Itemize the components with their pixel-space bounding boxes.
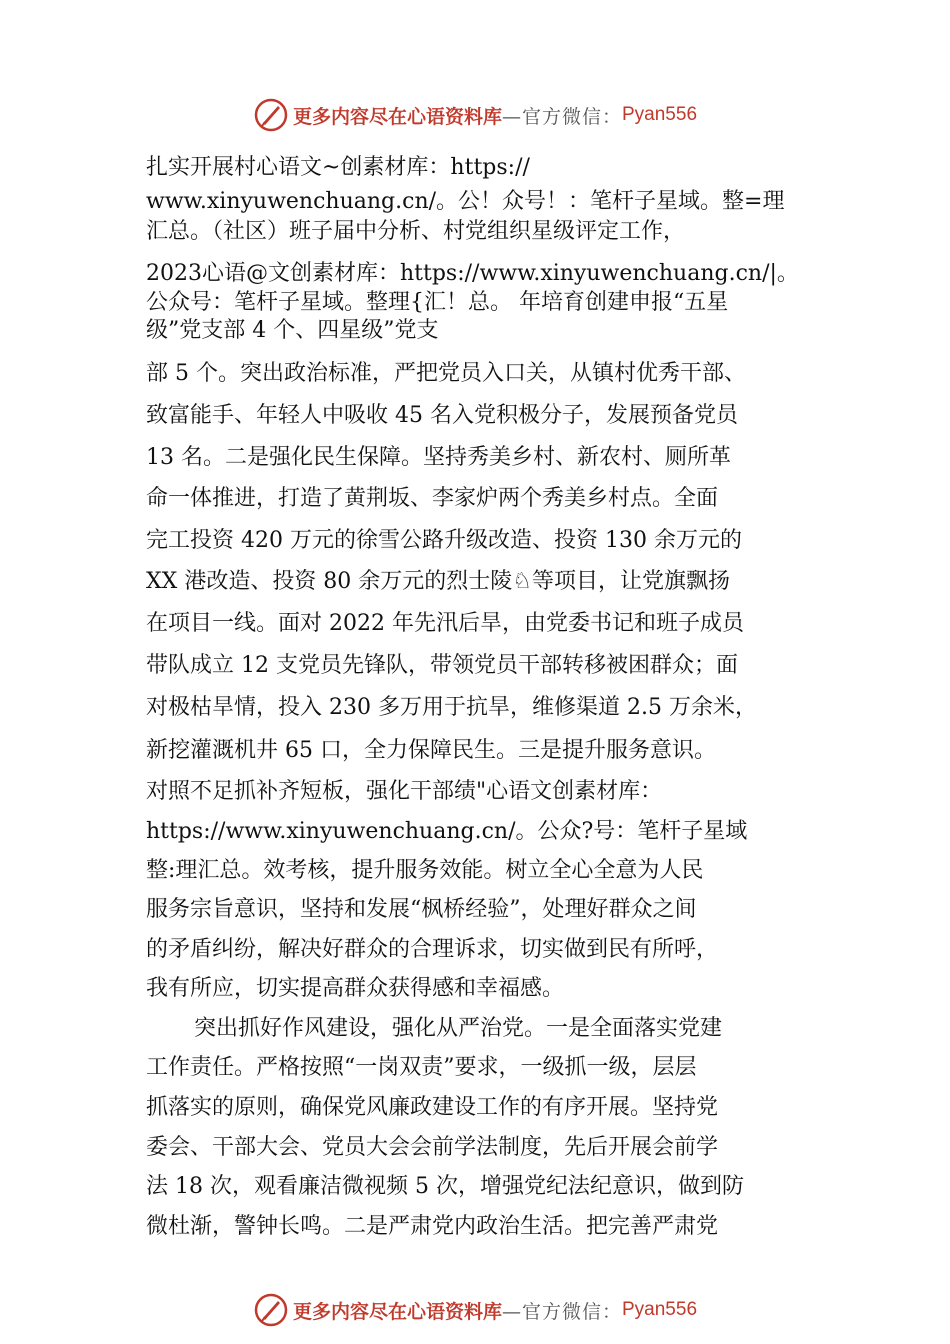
banner-main-text: 更多内容尽在心语资料库 [292,1300,502,1323]
text-line: 对照不足抓补齐短板，强化干部绩"心语文创素材库： [146,779,663,804]
text-line: 服务宗旨意识，坚持和发展“枫桥经验”，处理好群众之间 [146,897,697,922]
text-line: 抓落实的原则，确保党风廉政建设工作的有序开展。坚持党 [146,1095,719,1120]
text-line: 带队成立 12 支党员先锋队，带领党员干部转移被困群众；面 [146,653,738,678]
text-line: 汇总。（社区）班子届中分析、村党组织星级评定工作， [146,219,686,244]
text-line: www.xinyuwenchuang.cn/。公！众号！：笔杆子星域。整=理 [146,189,785,214]
text-line: 我有所应，切实提高群众获得感和幸福感。 [146,976,565,1001]
banner-main-text: 更多内容尽在心语资料库 [292,105,502,128]
text-line: 2023心语@文创素材库：https://www.xinyuwenchuang.cn/|。 [146,261,799,286]
banner-dash-text: —官方微信： [501,1300,622,1323]
text-line: 扎实开展村心语文~创素材库：https:// [146,155,530,180]
header-banner [0,95,950,135]
text-line: 对极枯旱情，投入 230 多万用于抗旱，维修渠道 2.5 万余米， [146,695,757,720]
quill-logo-icon [253,1292,289,1328]
banner-wechat-id: Pyan556 [622,1299,698,1320]
text-line: 13 名。二是强化民生保障。坚持秀美乡村、新农村、厕所革 [146,445,731,470]
text-line: XX 港改造、投资 80 余万元的烈士陵♘等项目，让党旗飘扬 [146,569,731,594]
text-line: 命一体推进，打造了黄荆坂、李家炉两个秀美乡村点。全面 [146,486,719,511]
text-line: 部 5 个。突出政治标准，严把党员入口关，从镇村优秀干部、 [146,361,746,386]
quill-logo-icon [253,97,289,133]
text-line: 的矛盾纠纷，解决好群众的合理诉求，切实做到民有所呼， [146,937,719,962]
text-line: 公众号：笔杆子星域。整理{汇！总。 年培育创建申报“五星 [146,290,729,315]
paragraph-first-line: 突出抓好作风建设，强化从严治党。一是全面落实党建 [194,1016,723,1041]
banner-wechat-id: Pyan556 [622,104,698,125]
text-line: 法 18 次，观看廉洁微视频 5 次，增强党纪法纪意识，做到防 [146,1174,744,1199]
text-line: 微杜渐，警钟长鸣。二是严肃党内政治生活。把完善严肃党 [146,1214,719,1239]
text-line: 委会、干部大会、党员大会会前学法制度，先后开展会前学 [146,1135,719,1160]
footer-banner [0,1290,950,1330]
text-line: 级”党支部 4 个、四星级”党支 [146,318,439,343]
banner-dash-text: —官方微信： [501,105,622,128]
text-line: 工作责任。严格按照“一岗双责”要求，一级抓一级，层层 [146,1055,697,1080]
text-line: 整:理汇总。效考核，提升服务效能。树立全心全意为人民 [146,858,704,883]
text-line: 新挖灌溉机井 65 口，全力保障民生。三是提升服务意识。 [146,738,716,763]
text-line: 在项目一线。面对 2022 年先汛后旱，由党委书记和班子成员 [146,611,744,636]
text-line: https://www.xinyuwenchuang.cn/。公众?号：笔杆子星域 [146,819,748,844]
text-line: 致富能手、年轻人中吸收 45 名入党积极分子，发展预备党员 [146,403,738,428]
text-line: 完工投资 420 万元的徐雪公路升级改造、投资 130 余万元的 [146,528,742,553]
